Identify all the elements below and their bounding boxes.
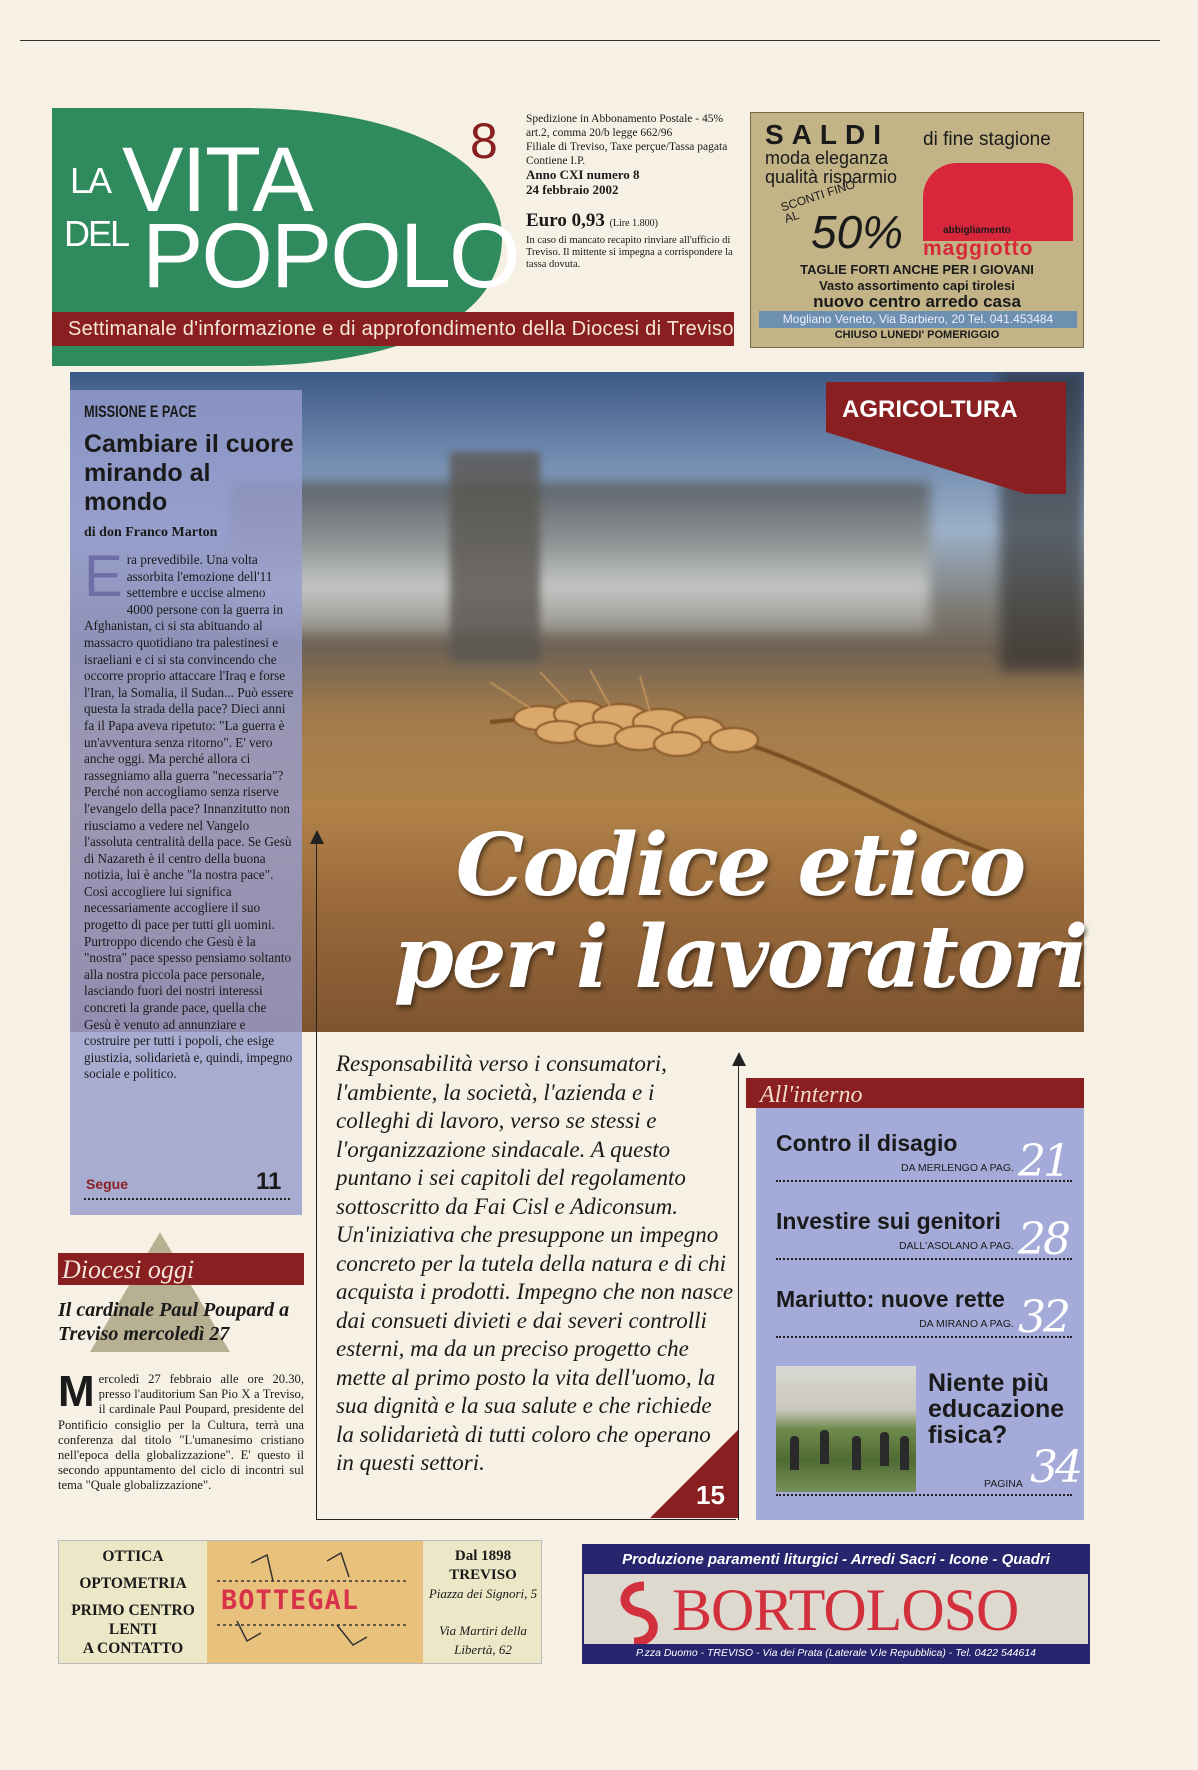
info-line: Contiene I.P. bbox=[526, 155, 586, 167]
editorial-title: Cambiare il cuore mirando al mondo bbox=[84, 430, 294, 516]
ad-saldi-title: SALDI bbox=[765, 119, 889, 150]
dotted-rule bbox=[776, 1494, 1072, 1496]
info-line: Spedizione in Abbonamento Postale - 45% bbox=[526, 113, 724, 125]
ad-saldi-sconti: SCONTI FINO AL bbox=[778, 177, 857, 226]
editorial-text: ra prevedibile. Una volta assorbita l'emozione dell'11 settembre e uccise almeno 4000 persone con la guerra in Afghanistan, ci si sta abituando al massacro quotidiano tra palestinesi e israeliani e ci si sta convincendo che occorre proprio attaccare l'Iraq e forse l'Iran, la Somalia, il Sudan... Può essere questa la strada della pace? Dieci anni fa il Papa aveva ripetuto: "La guerra è un'avventura senza ritorno". E' vero anche oggi. Ma perché allora ci rassegniamo alla guerra "necessaria"? Perché non accogliamo senza riserve l'evangelo della pace? Innanzitutto non riusciamo a vedere nel Vangelo l'assoluta centralità della pace. Se Gesù di Nazareth è il centro della buona notizia, lui è anche "la nostra pace". Così accogliere lui significa necessariamente accogliere il suo progetto di pace per tutti gli uomini. Purtroppo dicendo che Gesù è la "nostra" pace spesso pensiamo soltanto alla nostra piccola pace personale, lasciando fuori dei nostri interessi concreti la grande pace, quella che Gesù è venuto ad annunziare e costruire per tutti i popoli, che esige giustizia, solidarietà e, quindi, impegno sociale e politico. bbox=[84, 552, 294, 1082]
ad-ottica-since: Dal 1898 bbox=[454, 1548, 512, 1564]
dotted-rule bbox=[776, 1336, 1072, 1338]
price-euro: Euro 0,93 bbox=[526, 210, 605, 231]
person-figure bbox=[790, 1436, 799, 1470]
person-figure bbox=[880, 1432, 889, 1466]
inside-item-title: Investire sui genitori bbox=[776, 1208, 1001, 1234]
info-line: Filiale di Treviso, Taxe perçue/Tassa pagata bbox=[526, 141, 728, 153]
ad-saldi-percent: 50% bbox=[811, 206, 904, 258]
ad-ottica-l5: A CONTATTO bbox=[82, 1640, 184, 1657]
bortoloso-logo-icon bbox=[604, 1578, 674, 1648]
photo-item-sub: PAGINA bbox=[984, 1478, 1023, 1490]
continue-link[interactable]: Segue bbox=[86, 1176, 129, 1192]
silo bbox=[450, 452, 540, 662]
ad-ottica-brand: BOTTEGAL bbox=[221, 1585, 360, 1616]
diocesi-header-text: Diocesi oggi bbox=[62, 1255, 195, 1284]
ad-ottica-addr2: Via Martiri della Libertà, 62 bbox=[439, 1623, 527, 1657]
logo-del: DEL bbox=[64, 213, 129, 254]
ad-saldi[interactable] bbox=[750, 112, 1084, 348]
person-figure bbox=[852, 1436, 861, 1470]
logo-popolo: POPOLO bbox=[142, 205, 519, 307]
cover-headline bbox=[390, 815, 1090, 1008]
logo-vita: VITA bbox=[122, 129, 312, 231]
top-rule bbox=[20, 40, 1160, 41]
arrow-up-icon bbox=[732, 1052, 746, 1066]
ad-saldi-subtitle: di fine stagione bbox=[923, 129, 1051, 150]
ad-saldi-line1: moda eleganza bbox=[765, 148, 889, 168]
ad-bortoloso-top: Produzione paramenti liturgici - Arredi Sacri - Icone - Quadri bbox=[584, 1546, 1088, 1574]
column-rule bbox=[316, 840, 317, 1520]
dotted-rule bbox=[776, 1258, 1072, 1260]
ad-saldi-line2: qualità risparmio bbox=[765, 167, 898, 187]
inside-header bbox=[746, 1078, 1084, 1108]
drop-cap: M bbox=[58, 1367, 95, 1416]
sport-photo bbox=[776, 1366, 916, 1492]
ad-saldi-address: Mogliano Veneto, Via Barbiero, 20 Tel. 041.453484 bbox=[759, 311, 1077, 328]
photo-item-title[interactable]: Niente più educazione fisica? bbox=[928, 1369, 1065, 1449]
ad-saldi-l4: Vasto assortimento capi tirolesi bbox=[819, 278, 1015, 293]
postal-info bbox=[526, 112, 736, 271]
ad-ottica-addr1: Piazza dei Signori, 5 bbox=[428, 1586, 538, 1601]
info-line: art.2, comma 20/b legge 662/96 bbox=[526, 127, 673, 139]
price-lire: (Lire 1.800) bbox=[609, 218, 658, 229]
continue-page[interactable]: 11 bbox=[256, 1168, 282, 1195]
ad-ottica-l2: OPTOMETRIA bbox=[79, 1575, 187, 1592]
farm-buildings bbox=[230, 482, 930, 632]
ad-ottica-right bbox=[423, 1547, 543, 1660]
ad-saldi-l5: nuovo centro arredo casa bbox=[813, 292, 1021, 311]
diocesi-subtitle: Il cardinale Paul Poupard a Treviso mercoledì 27 bbox=[58, 1299, 290, 1345]
ad-saldi-brand-small: abbigliamento bbox=[943, 225, 1011, 236]
inside-header-text: All'interno bbox=[760, 1082, 863, 1108]
column-rule bbox=[738, 1060, 739, 1520]
inside-item[interactable] bbox=[776, 1286, 1072, 1343]
ad-bortoloso-bottom: P.zza Duomo - TREVISO - Via dei Prata (Laterale V.le Repubblica) - Tel. 0422 544614 bbox=[584, 1644, 1088, 1662]
ad-ottica-left bbox=[59, 1547, 207, 1658]
ad-saldi-closed: CHIUSO LUNEDI' POMERIGGIO bbox=[834, 329, 1000, 341]
ad-saldi-info bbox=[751, 262, 1083, 310]
inside-item-page: 21 bbox=[1018, 1136, 1068, 1187]
ad-ottica[interactable] bbox=[58, 1540, 542, 1664]
ad-ottica-l4: LENTI bbox=[108, 1621, 158, 1638]
ad-ottica-l1: OTTICA bbox=[102, 1548, 164, 1565]
dotted-rule bbox=[84, 1198, 290, 1200]
return-note: In caso di mancato recapito rinviare all'ufficio di Treviso. Il mittente si impegna a corrispondere la tassa dovuta. bbox=[526, 235, 733, 270]
inside-box bbox=[756, 1080, 1084, 1520]
headline-line1: Codice etico bbox=[455, 815, 1025, 916]
diocesi-header bbox=[58, 1253, 304, 1285]
section-label: AGRICOLTURA bbox=[842, 396, 1018, 423]
editorial-column bbox=[70, 390, 302, 1215]
inside-item[interactable] bbox=[776, 1130, 1072, 1187]
inside-item-title: Mariutto: nuove rette bbox=[776, 1286, 1005, 1312]
diocesi-text: ercoledì 27 febbraio alle ore 20.30, presso l'auditorium San Pio X a Treviso, il cardinale Paul Poupard, presidente del Pontificio consiglio per la Cultura, terrà una conferenza dal titolo "L'umanesimo cristiano nell'epoca della globalizzazione". E' questo il secondo appuntamento del ciclo di incontri sul tema "Quale globalizzazione". bbox=[58, 1372, 304, 1493]
person-figure bbox=[820, 1430, 829, 1464]
dotted-rule bbox=[776, 1180, 1072, 1182]
year-issue: Anno CXI numero 8 bbox=[526, 167, 640, 182]
inside-item-sub: DA MERLENGO A PAG. bbox=[900, 1162, 1014, 1174]
ad-ottica-logo-area bbox=[207, 1541, 423, 1663]
inside-item-sub: DALL'ASOLANO A PAG. bbox=[898, 1240, 1014, 1252]
masthead-tagline: Settimanale d'informazione e di approfondimento della Diocesi di Treviso bbox=[52, 312, 734, 346]
issue-date: 24 febbraio 2002 bbox=[526, 182, 619, 197]
editorial-kicker: MISSIONE E PACE bbox=[84, 402, 197, 421]
logo-la: LA bbox=[70, 160, 111, 201]
arrow-up-icon bbox=[310, 830, 324, 844]
inside-item-sub: DA MIRANO A PAG. bbox=[919, 1318, 1014, 1330]
ad-bortoloso[interactable] bbox=[582, 1544, 1090, 1664]
inside-item-title: Contro il disagio bbox=[776, 1130, 958, 1156]
ad-saldi-l3: TAGLIE FORTI ANCHE PER I GIOVANI bbox=[800, 262, 1034, 277]
photo-item-page[interactable]: 34 bbox=[1030, 1442, 1080, 1493]
inside-item-page: 32 bbox=[1018, 1292, 1068, 1343]
ad-saldi-brand: maggiotto bbox=[923, 237, 1034, 260]
headline-line2: per i lavoratori bbox=[393, 907, 1087, 1008]
editorial-body bbox=[84, 544, 294, 1083]
inside-item[interactable] bbox=[776, 1208, 1072, 1265]
ad-ottica-city: TREVISO bbox=[449, 1567, 517, 1583]
bottom-rule bbox=[316, 1519, 736, 1520]
person-figure bbox=[900, 1436, 909, 1470]
drop-cap: E bbox=[84, 544, 123, 609]
price bbox=[526, 210, 736, 231]
issue-number: 8 bbox=[470, 113, 498, 169]
diocesi-body bbox=[58, 1367, 304, 1494]
ad-saldi-lines bbox=[765, 149, 897, 187]
cover-page-number[interactable]: 15 bbox=[696, 1480, 725, 1510]
editorial-byline: di don Franco Marton bbox=[84, 525, 218, 540]
ad-bortoloso-name: BORTOLOSO bbox=[672, 1577, 1019, 1643]
ad-ottica-l3: PRIMO CENTRO bbox=[71, 1602, 195, 1619]
inside-item-page: 28 bbox=[1018, 1214, 1068, 1265]
cover-lead: Responsabilità verso i consumatori, l'ambiente, la società, l'azienda e i colleghi di lavoro, verso se stessi e l'organizzazione sindacale. A questo puntano i sei capitoli del regolamento sottoscritto da Fai Cisl e Adiconsum. Un'iniziativa che presuppone un impegno concreto per la tutela della natura e di chi acquista i prodotti. Impegno che non nasce dai consueti divieti e dai severi controlli esterni, ma da un preciso progetto che mette al primo posto la vita dell'uomo, la sua dignità e la sua salute e che richiede la solidarietà di tutti coloro che operano in questi settori. bbox=[336, 1051, 734, 1475]
